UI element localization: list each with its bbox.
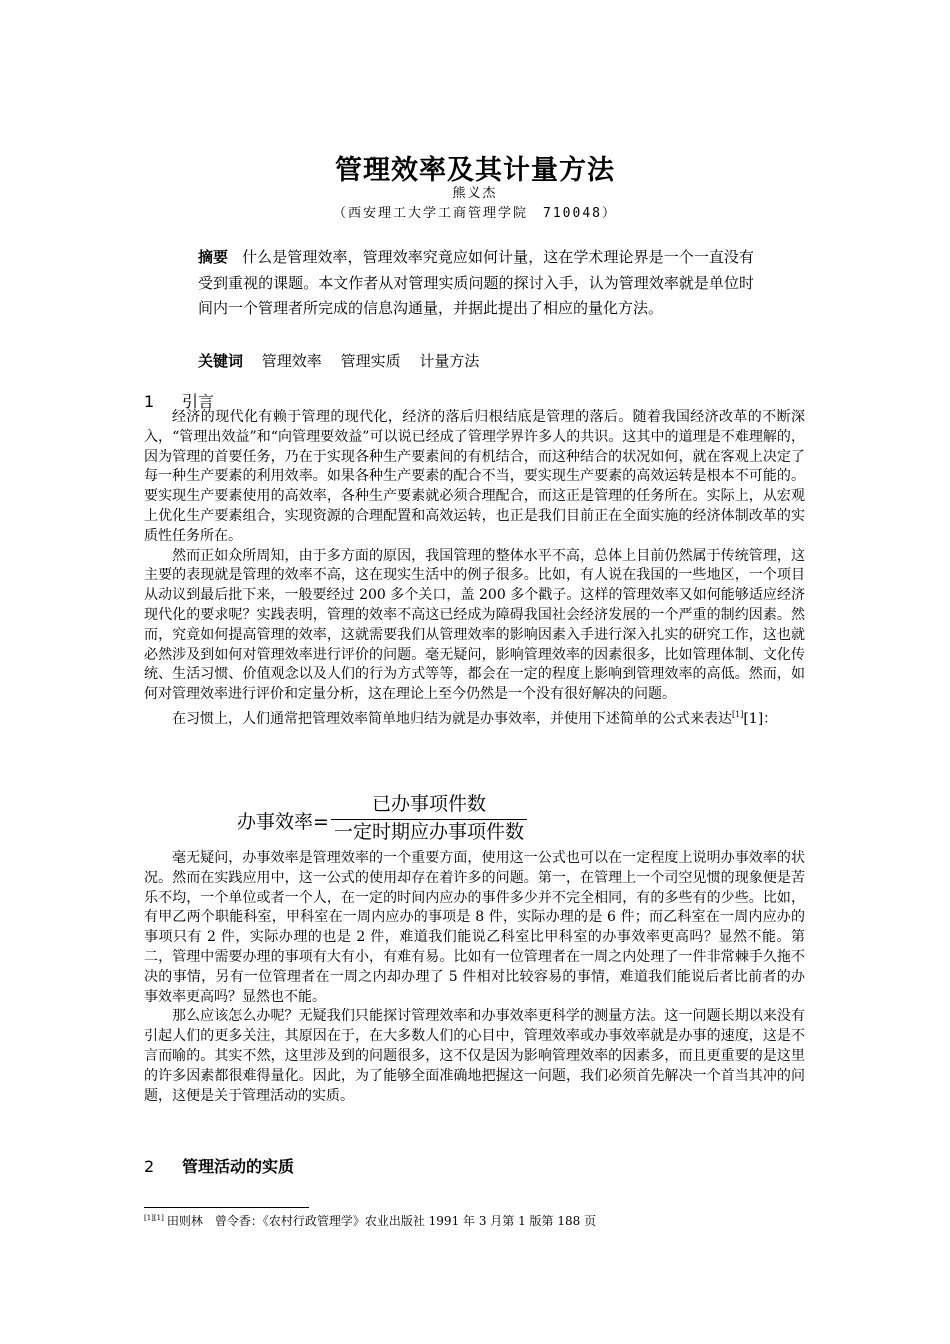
section-title: 管理活动的实质 — [182, 1157, 295, 1176]
formula-numerator: 已办事项件数 — [371, 793, 486, 815]
keywords-label: 关键词 — [198, 352, 244, 370]
keywords — [198, 350, 493, 371]
section-1-body-part-1 — [144, 408, 805, 730]
citation-ref: [1]： — [743, 710, 778, 727]
section-number: 2 — [144, 1157, 155, 1176]
author-affiliation: （西安理工大学工商管理学院 710048） — [333, 206, 617, 221]
paper-title: 管理效率及其计量方法 — [335, 155, 615, 186]
paragraph-text: 在习惯上，人们通常把管理效率简单地归结为就是办事效率，并使用下述简单的公式来表达 — [172, 710, 732, 727]
section-title: 引言 — [182, 392, 215, 411]
paragraph: 毫无疑问，办事效率是管理效率的一个重要方面，使用这一公式也可以在一定程度上说明办事效率的状况。然而在实践应用中，这一公式的使用却存在着许多的问题。第一，在管理上一个司空见惯的现象便是苦乐不均，一个单位或者一个人，在一定的时间内应办的事件多少并不完全相同，有的多些有的少些。比如，有甲乙两个职能科室，甲科室在一周内应办的事项是 8 件，实际办理的是 6 件；而乙科室在一周内应办的事项只有 2 件，实际办理的也是 2 件，难道我们能说乙科室比甲科室的办事效率更高吗？显然不能。第二，管理中需要办理的事项有大有小，有难有易。比如有一位管理者在一周之内处理了一件非常棘手久拖不决的事情，另有一位管理者在一周之内却办理了 5 件相对比较容易的事情，难道我们能说后者比前者的办事效率更高吗？显然也不能。 — [144, 850, 805, 1005]
section-1-body-part-2 — [144, 849, 805, 1106]
formula-denominator: 一定时期应办事项件数 — [333, 821, 524, 843]
paragraph — [144, 705, 805, 730]
section-2-heading — [144, 1154, 294, 1177]
paragraph: 那么应该怎么办呢？无疑我们只能探讨管理效率和办事效率更科学的测量方法。这一问题长期以来没有引起人们的更多关注，其原因在于，在大多数人们的心目中，管理效率或办事效率就是办事的速度，这是不言而喻的。其实不然，这里涉及到的问题很多，这不仅是因为影响管理效率的因素多，而且更重要的是这里的许多因素都很难得量化。因此，为了能够全面准确地把握这一问题，我们必须首先解决一个首当其冲的问题，这便是关于管理活动的实质。 — [144, 1008, 805, 1104]
footnote — [144, 1212, 596, 1229]
abstract — [198, 245, 754, 322]
formula-lhs: 办事效率= — [237, 811, 329, 833]
footnote-separator — [144, 1207, 309, 1208]
footnote-text: 田则林 曾令香：《农村行政管理学》农业出版社 1991 年 3 月第 1 版第 188 页 — [166, 1214, 597, 1228]
keyword-item: 管理实质 — [340, 352, 401, 370]
abstract-text: 什么是管理效率，管理效率究竟应如何计量，这在学术理论界是一个一直没有受到重视的课题。本文作者从对管理实质问题的探讨入手，认为管理效率就是单位时间内一个管理者所完成的信息沟通量，并据此提出了相应的量化方法。 — [198, 248, 754, 317]
keyword-item: 管理效率 — [261, 352, 322, 370]
citation-superscript: [1] — [732, 709, 744, 719]
paragraph: 然而正如众所周知，由于多方面的原因，我国管理的整体水平不高，总体上目前仍然属于传统管理，这主要的表现就是管理的效率不高，这在现实生活中的例子很多。比如，有人说在我国的一些地区，一个项目从动议到最后批下来，一般要经过 200 多个关口，盖 200 多个戳子。这样的管理效率又如何能够适应经济现代化的要求呢？实践表明，管理的效率不高这已经成为障碍我国社会经济发展的一个严重的制约因素。然而，究竟如何提高管理的效率，这就需要我们从管理效率的影响因素入手进行深入扎实的研究工作，这也就必然涉及到如何对管理效率进行评价的问题。毫无疑问，影响管理效率的因素很多，比如管理体制、文化传统、生活习惯、价值观念以及人们的行为方式等等，都会在一定的程度上影响到管理效率的高低。然而，如何对管理效率进行评价和定量分析，这在理论上至今仍然是一个没有很好解决的问题。 — [144, 547, 805, 703]
author-name: 熊义杰 — [452, 186, 498, 201]
paragraph: 经济的现代化有赖于管理的现代化，经济的落后归根结底是管理的落后。随着我国经济改革的不断深入，“管理出效益”和“向管理要效益”可以说已经成了管理学界许多人的共识。这其中的道理是不难理解的，因为管理的首要任务，乃在于实现各种生产要素间的有机结合，而这种结合的状况如何，就在客观上决定了每一种生产要素的利用效率。如果各种生产要素的配合不当，要实现生产要素的高效运转是根本不可能的。要实现生产要素使用的高效率，各种生产要素就必须合理配合，而这正是管理的任务所在。实际上，从宏观上优化生产要素组合，实现资源的合理配置和高效运转，也正是我们目前正在全面实施的经济体制改革的实质性任务所在。 — [144, 409, 805, 544]
abstract-label: 摘要 — [198, 248, 229, 266]
section-number: 1 — [144, 392, 155, 411]
keyword-item: 计量方法 — [419, 352, 480, 370]
footnote-marker: [1][1] — [144, 1214, 164, 1222]
formula-fraction — [331, 792, 527, 845]
